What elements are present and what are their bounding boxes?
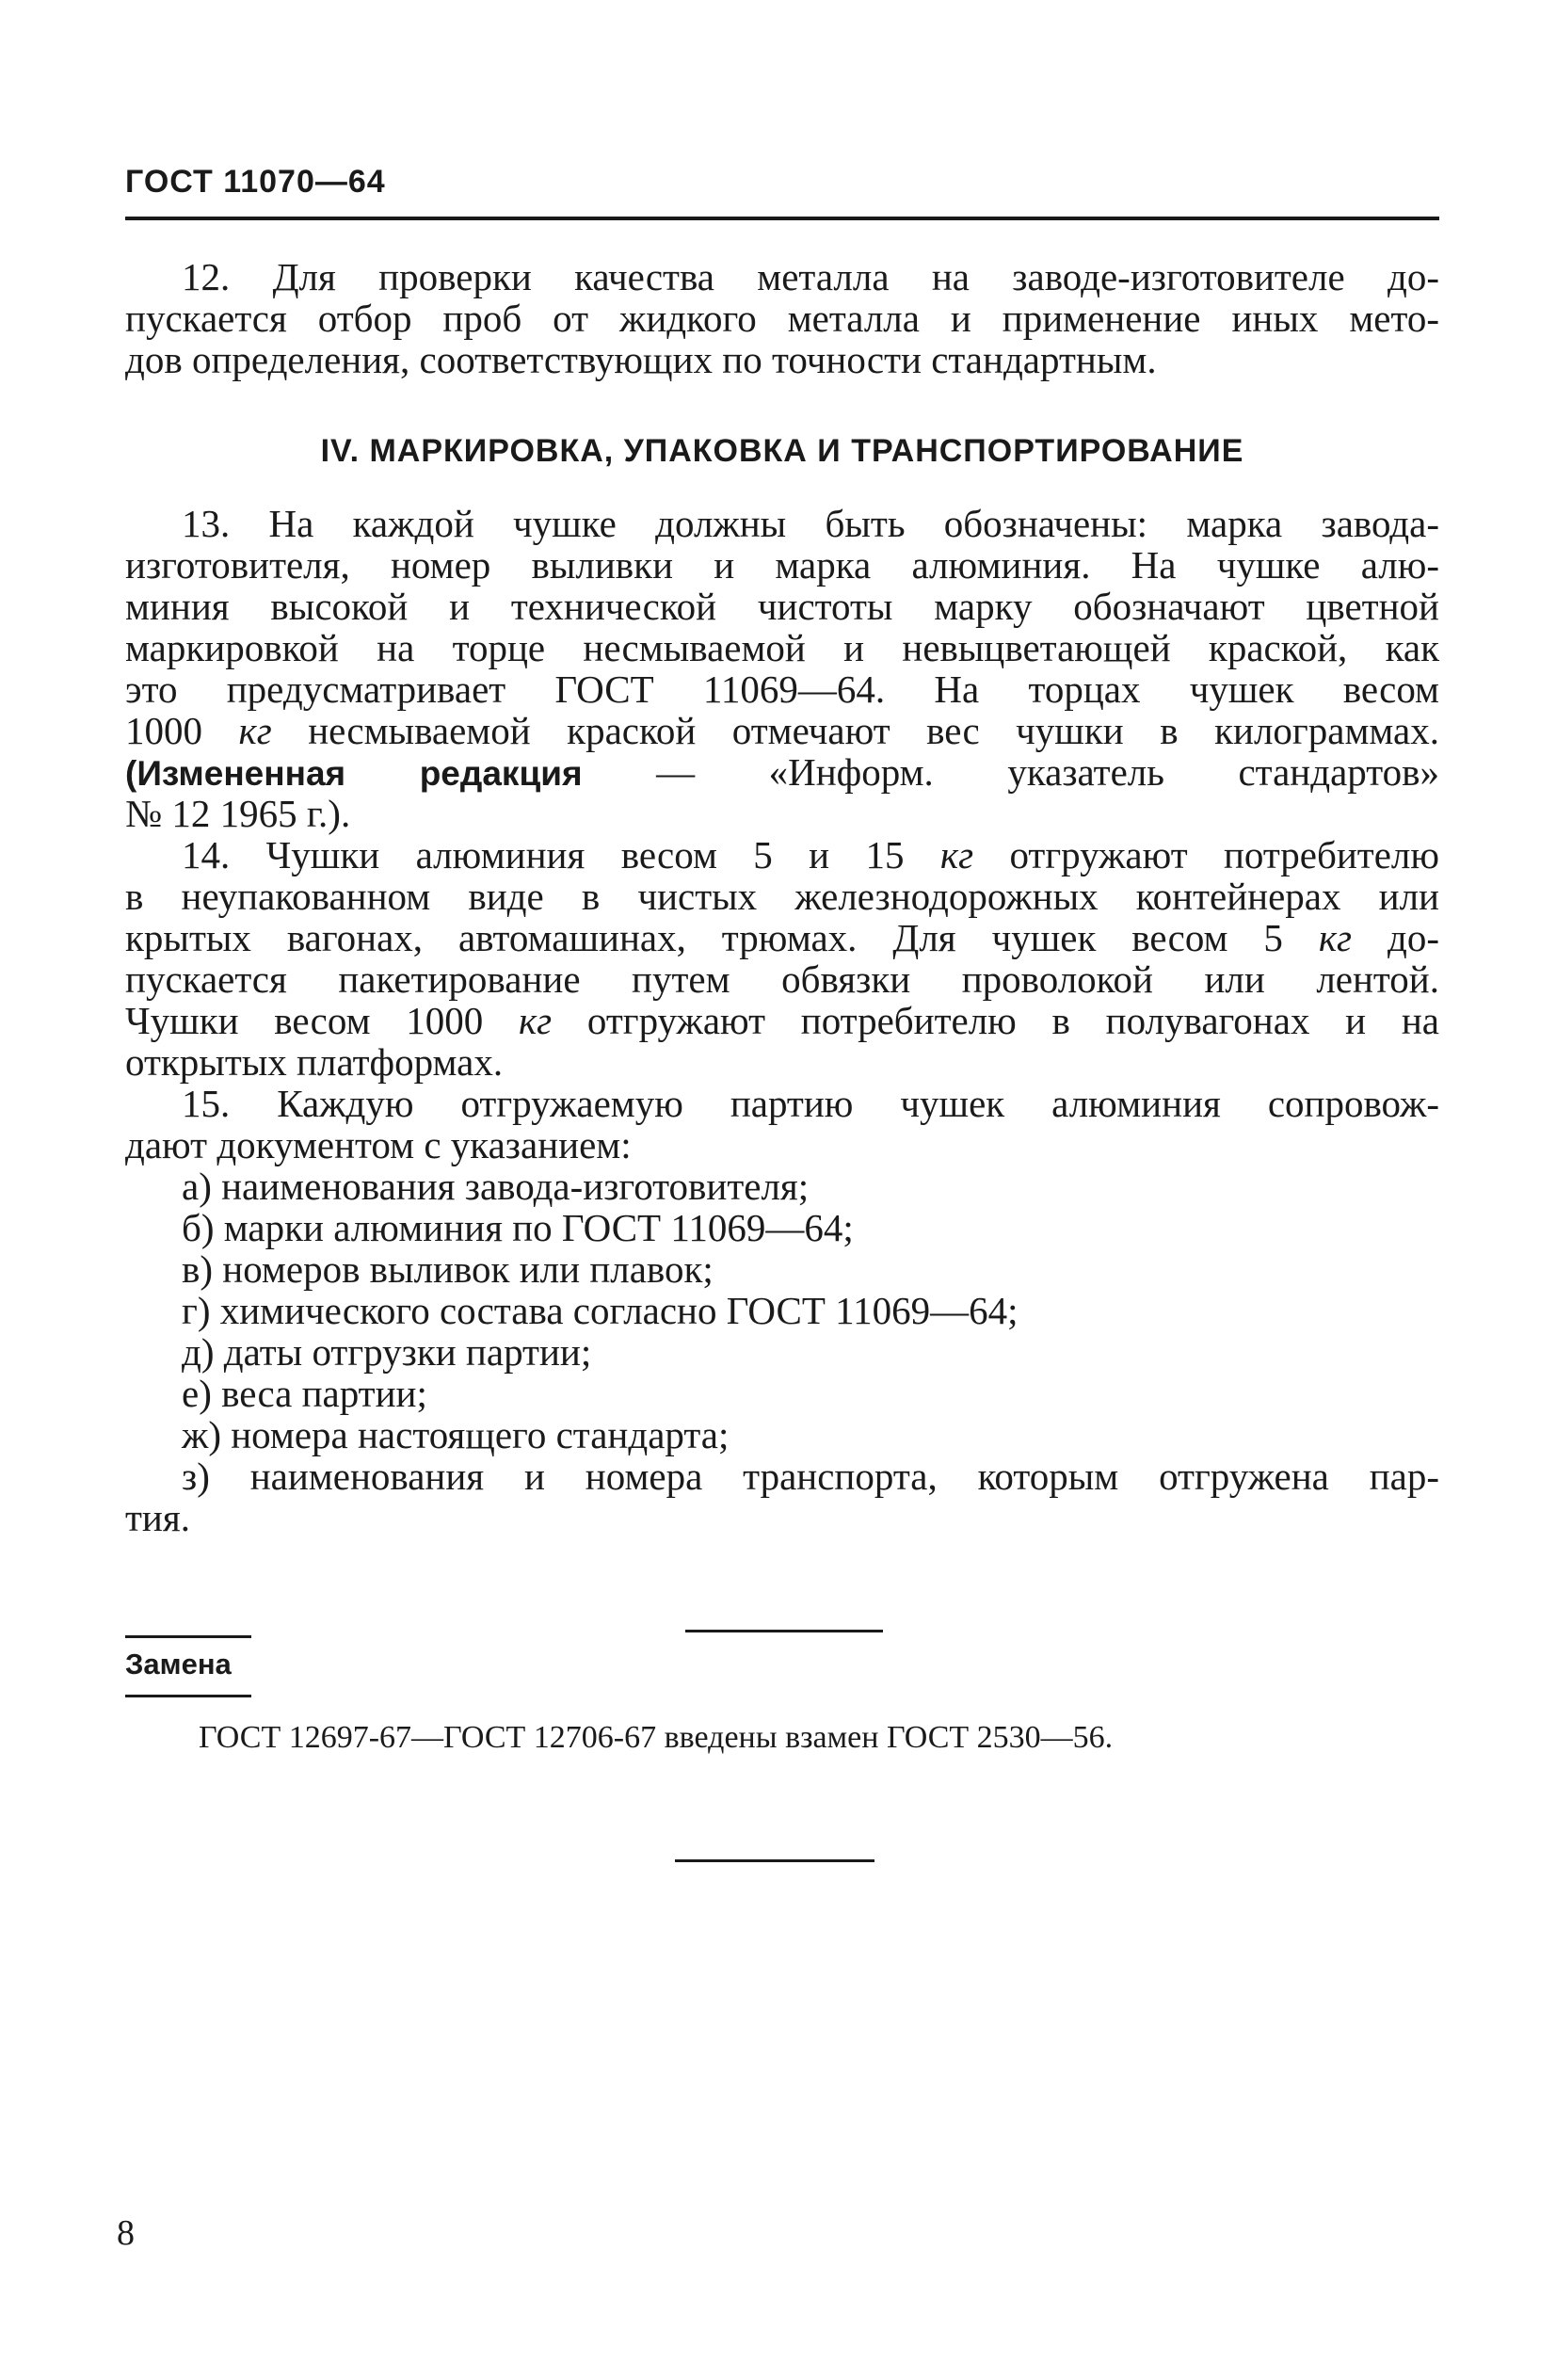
- item-13-line-weight: [125, 710, 1439, 751]
- item-15: [125, 1083, 1439, 1538]
- separator-rule: [685, 1630, 883, 1632]
- weight-text: несмываемой краской отмечают вес чушки в килограммах.: [308, 709, 1439, 752]
- item-13-line: миния высокой и технической чистоты марку обозначают цветной: [125, 585, 1439, 628]
- item-12-line: пускается отбор проб от жидкого металла и применение иных мето-: [125, 297, 1439, 340]
- list-item: ж) номера настоящего стандарта;: [182, 1413, 730, 1456]
- item-12: [125, 256, 1439, 380]
- item-14-line: в неупакованном виде в чистых железнодорожных контейнерах или: [125, 875, 1439, 918]
- list-item: б) марки алюминия по ГОСТ 11069—64;: [182, 1206, 854, 1249]
- item-14-text: до-: [1388, 916, 1440, 959]
- list-item: г) химического состава согласно ГОСТ 11069—64;: [182, 1289, 1019, 1332]
- item-13: [125, 503, 1439, 834]
- list-item: д) даты отгрузки партии;: [182, 1330, 592, 1374]
- item-14-line: [125, 834, 1439, 876]
- unit-kg: кг: [1318, 916, 1353, 959]
- replacement-text: ГОСТ 12697-67—ГОСТ 12706-67 введены взамен ГОСТ 2530—56.: [199, 1720, 1114, 1755]
- item-14-text: Чушки весом 1000: [125, 999, 484, 1042]
- list-item: е) веса партии;: [182, 1372, 427, 1415]
- replacement-rule-bottom: [125, 1695, 251, 1697]
- item-14-text: отгружают потребителю: [1009, 833, 1440, 876]
- replacement-rule-top: [125, 1635, 251, 1638]
- weight-value: 1000: [125, 709, 202, 752]
- item-14-line: [125, 1000, 1439, 1041]
- page-number: 8: [117, 2213, 135, 2253]
- separator-rule: [675, 1859, 874, 1862]
- unit-kg: кг: [238, 709, 272, 752]
- list-item: в) номеров выливок или плавок;: [182, 1247, 714, 1291]
- document-header: ГОСТ 11070—64: [125, 164, 386, 200]
- unit-kg: кг: [939, 833, 974, 876]
- item-13-line: изготовителя, номер выливки и марка алюминия. На чушке алю-: [125, 543, 1439, 587]
- amendment-label: (Измененная редакция: [125, 754, 583, 793]
- item-15-last-line: тия.: [125, 1496, 190, 1539]
- item-15-line: 15. Каждую отгружаемую партию чушек алюминия сопровож-: [182, 1082, 1439, 1125]
- item-12-line: 12. Для проверки качества металла на заводе-изготовителе до-: [182, 255, 1439, 298]
- item-14-line: открытых платформах.: [125, 1040, 504, 1084]
- amendment-note-end: № 12 1965 г.).: [125, 792, 351, 835]
- list-item: з) наименования и номера транспорта, которым отгружена пар-: [182, 1455, 1439, 1498]
- item-15-line: дают документом с указанием:: [125, 1123, 632, 1166]
- item-14-text: крытых вагонах, автомашинах, трюмах. Для чушек весом 5: [125, 916, 1283, 959]
- amendment-source: — «Информ. указатель стандартов»: [656, 750, 1439, 794]
- item-15-list: [125, 1166, 1439, 1497]
- item-14-line: пускается пакетирование путем обвязки проволокой или лентой.: [125, 957, 1439, 1001]
- section-title: IV. МАРКИРОВКА, УПАКОВКА И ТРАНСПОРТИРОВАНИЕ: [320, 433, 1244, 469]
- item-13-line: это предусматривает ГОСТ 11069—64. На торцах чушек весом: [125, 667, 1439, 711]
- replacement-label: Замена: [125, 1648, 232, 1680]
- list-item: а) наименования завода-изготовителя;: [182, 1165, 810, 1208]
- item-14: [125, 834, 1439, 1083]
- item-14-text: 14. Чушки алюминия весом 5 и 15: [182, 833, 905, 876]
- item-13-line: 13. На каждой чушке должны быть обозначены: марка завода-: [182, 502, 1439, 545]
- header-rule: [125, 217, 1439, 220]
- item-12-line: дов определения, соответствующих по точности стандартным.: [125, 338, 1157, 381]
- amendment-note: [125, 751, 1439, 793]
- item-14-text: отгружают потребителю в полувагонах и на: [586, 999, 1439, 1042]
- item-13-line: маркировкой на торце несмываемой и невыцветающей краской, как: [125, 626, 1439, 669]
- unit-kg: кг: [518, 999, 553, 1042]
- item-14-line: [125, 917, 1439, 958]
